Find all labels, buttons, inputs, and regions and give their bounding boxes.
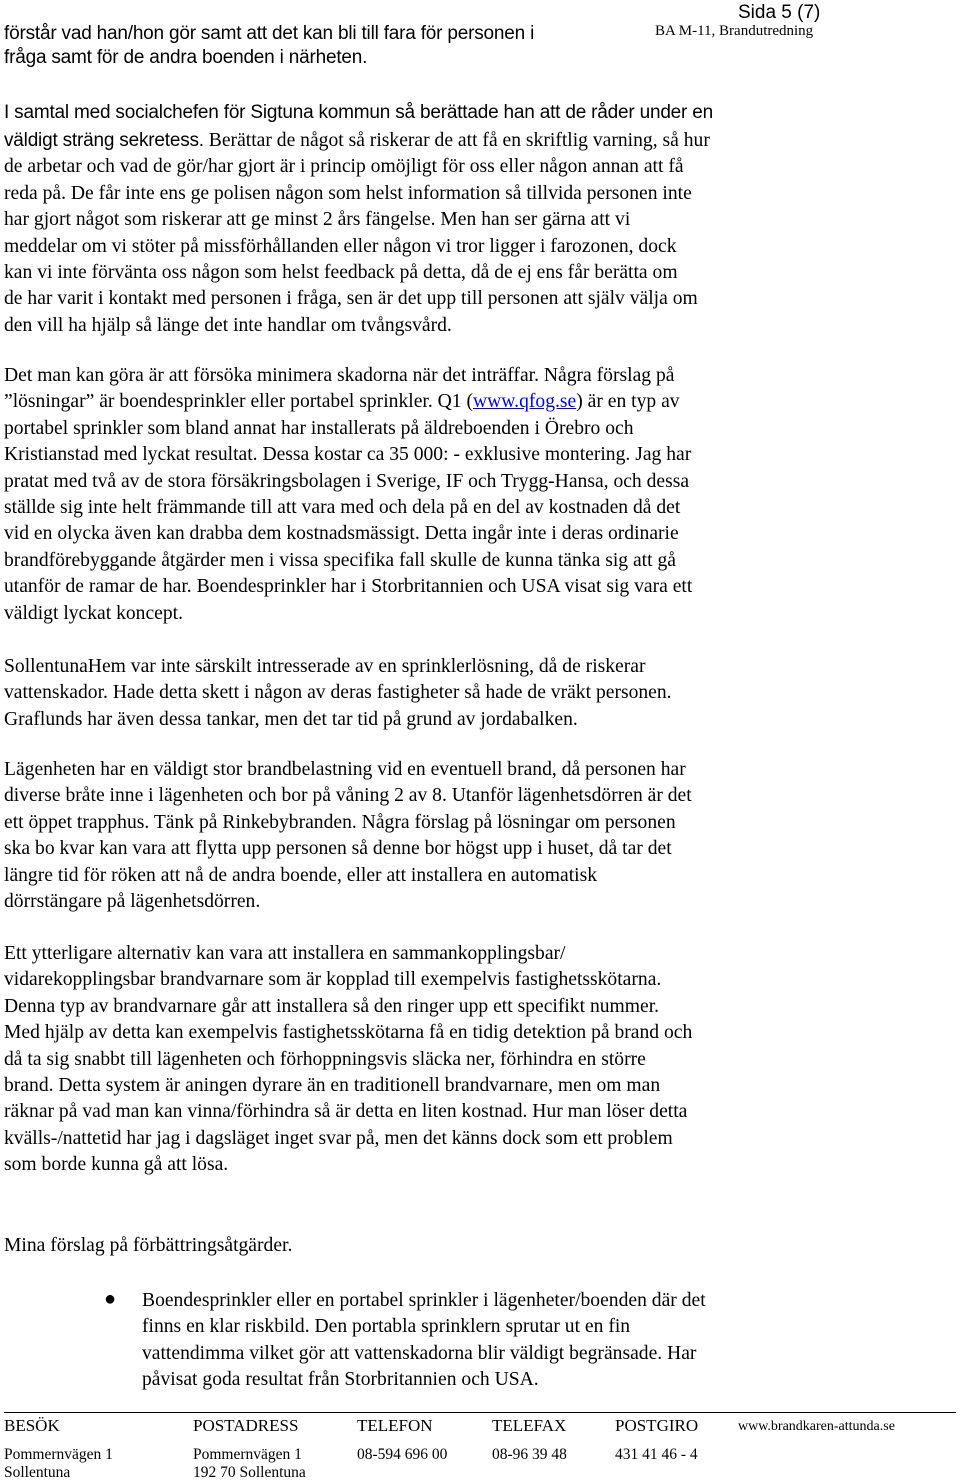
paragraph-5-line: Med hjälp av detta kan exempelvis fastighetsskötarna få en tidig detektion på brand och [4, 1022, 693, 1044]
header-top-text [4, 22, 534, 70]
paragraph-2-line: brandförebyggande åtgärder men i vissa specifika fall skulle de kunna tänka sig att gå [4, 549, 676, 571]
footer-postadress-line-2: 192 70 Sollentuna [193, 1464, 306, 1481]
paragraph-2 [4, 363, 692, 627]
footer-header-telefon: TELEFON [357, 1416, 433, 1435]
paragraph-2-line-2-pre: ”lösningar” är boendesprinkler eller portabel sprinkler. Q1 ( [4, 391, 473, 413]
paragraph-3-line: SollentunaHem var inte särskilt intresserade av en sprinklerlösning, då de riskerar [4, 656, 646, 677]
bullet-line: Boendesprinkler eller en portabel sprinkler i lägenheter/boenden där det [142, 1290, 706, 1311]
paragraph-5-line: vidarekopplingsbar brandvarnare som är kopplad till exempelvis fastighetsskötarna. [4, 969, 662, 991]
footer-header-besok: BESÖK [4, 1416, 60, 1435]
paragraph-3-line: Graflunds har även dessa tankar, men det tar tid på grund av jordabalken. [4, 708, 578, 730]
paragraph-1-line: meddelar om vi stöter på missförhållanden eller någon vi tror ligger i farozonen, dock [4, 235, 677, 257]
paragraph-1-line: den vill ha hjälp så länge det inte handlar om tvångsvård. [4, 314, 452, 336]
paragraph-2-line: vid en olycka även kan drabba dem kostnadsmässigt. Detta ingår inte i deras ordinarie [4, 523, 679, 545]
paragraph-4 [4, 757, 692, 915]
paragraph-1-line: kan vi inte förvänta oss någon som helst feedback på detta, då de ej ens får berätta om [4, 261, 678, 283]
header-line-1: förstår vad han/hon gör samt att det kan bli till fara för personen i [4, 23, 535, 44]
paragraph-2-line-2 [4, 389, 692, 415]
paragraph-4-line: ska bo kvar kan vara att flytta upp personen så denne bor högst upp i huset, då tar det [4, 838, 672, 860]
paragraph-1-line: har gjort något som riskerar att ge minst 2 års fängelse. Men han ser gärna att vi [4, 209, 631, 231]
qfog-link[interactable]: www.qfog.se [473, 391, 577, 413]
paragraph-4-line: längre tid för röken att nå de andra boende, eller att installera en automatisk [4, 864, 598, 886]
bullet-line: finns en klar riskbild. Den portabla sprinklern sprutar ut en fin [142, 1316, 631, 1338]
paragraph-1-line: de arbetar och vad de gör/har gjort är i princip omöjligt för oss eller någon annan att få [4, 156, 684, 178]
paragraph-2-line-1: Det man kan göra är att försöka minimera skadorna när det inträffar. Några förslag på [4, 365, 675, 386]
footer-telefon: 08-594 696 00 [357, 1446, 448, 1463]
paragraph-4-line: diverse bråte inne i lägenheten och bor på våning 2 av 8. Utanför lägenhetsdörren är det [4, 785, 692, 807]
paragraph-5-line: brand. Detta system är aningen dyrare än en traditionell brandvarnare, men om man [4, 1074, 661, 1096]
page-label: Sida 5 (7) [738, 2, 821, 23]
footer-besok-line-1: Pommernvägen 1 [4, 1446, 113, 1463]
paragraph-5-line: Denna typ av brandvarnare går att installera så den ringer upp ett specifikt nummer. [4, 995, 660, 1017]
footer-header-telefax: TELEFAX [492, 1416, 567, 1435]
footer-header-postadress: POSTADRESS [193, 1416, 299, 1435]
paragraph-3-line: vattenskador. Hade detta skett i någon av deras fastigheter så hade de vräkt personen. [4, 682, 672, 704]
footer-website: www.brandkaren-attunda.se [738, 1419, 895, 1434]
bullet-line: påvisat goda resultat från Storbritannien och USA. [142, 1369, 539, 1391]
footer-besok-line-2: Sollentuna [4, 1464, 71, 1481]
paragraph-4-line: Lägenheten har en väldigt stor brandbelastning vid en eventuell brand, då personen har [4, 759, 686, 780]
header-line-2: fråga samt för de andra boenden i närheten. [4, 47, 368, 68]
paragraph-5-line: Ett ytterligare alternativ kan vara att installera en sammankopplingsbar/ [4, 943, 566, 964]
paragraph-1-line-1: I samtal med socialchefen för Sigtuna kommun så berättade han att de råder under en [4, 102, 713, 123]
bullet-icon: ● [104, 1288, 117, 1310]
paragraph-1-line: reda på. De får inte ens ge polisen någon som helst information så tillvida personen inte [4, 182, 692, 204]
paragraph-2-line: utanför de ramar de har. Boendesprinkler har i Storbritannien och USA visat sig vara ett [4, 576, 693, 598]
paragraph-5-line: kvälls-/nattetid har jag i dagsläget inget svar på, men det känns dock som ett problem [4, 1127, 673, 1149]
footer-telefax: 08-96 39 48 [492, 1446, 567, 1463]
paragraph-2-line: ställde sig inte helt främmande till att vara med och dela på en del av kostnaden då det [4, 496, 681, 518]
paragraph-1 [4, 101, 713, 339]
footer-divider [4, 1412, 956, 1413]
paragraph-2-line-2-post: ) är en typ av [576, 391, 680, 413]
footer-postgiro: 431 41 46 - 4 [615, 1446, 698, 1463]
footer-header-postgiro: POSTGIRO [615, 1416, 699, 1435]
paragraph-3 [4, 654, 672, 733]
paragraph-2-line: väldigt lyckat koncept. [4, 602, 184, 624]
paragraph-5-line: som borde kunna gå att lösa. [4, 1154, 229, 1176]
paragraph-2-line: Kristianstad med lyckat resultat. Dessa kostar ca 35 000: - exklusive montering. Jag har [4, 444, 692, 466]
bullet-item [142, 1288, 706, 1394]
paragraph-1-line-2 [4, 128, 713, 154]
footer-postadress-line-1: Pommernvägen 1 [193, 1446, 302, 1463]
proposals-heading: Mina förslag på förbättringsåtgärder. [4, 1235, 293, 1256]
paragraph-4-line: dörrstängare på lägenhetsdörren. [4, 890, 261, 912]
bullet-line: vattendimma vilket gör att vattenskadorna blir väldigt begränsade. Har [142, 1342, 697, 1364]
paragraph-1-line-2-rest: Berättar de något så riskerar de att få en skriftlig varning, så hur [203, 130, 710, 151]
paragraph-5 [4, 941, 692, 1179]
paragraph-1-line: de har varit i kontakt med personen i fråga, sen är det upp till personen att själv välja om [4, 288, 698, 310]
paragraph-2-line: pratat med två av de stora försäkringsbolagen i Sverige, IF och Trygg-Hansa, och dessa [4, 470, 690, 492]
paragraph-4-line: ett öppet trapphus. Tänk på Rinkebybranden. Några förslag på lösningar om personen [4, 811, 676, 833]
paragraph-1-line-2-start: väldigt sträng sekretess. [4, 130, 204, 151]
paragraph-2-line: portabel sprinkler som bland annat har installerats på äldreboenden i Örebro och [4, 417, 634, 439]
paragraph-5-line: räknar på vad man kan vinna/förhindra så är detta en liten kostnad. Hur man löser detta [4, 1101, 688, 1123]
paragraph-5-line: då ta sig snabbt till lägenheten och förhoppningsvis släcka ner, förhindra en större [4, 1048, 646, 1070]
doc-reference: BA M-11, Brandutredning [655, 23, 814, 39]
